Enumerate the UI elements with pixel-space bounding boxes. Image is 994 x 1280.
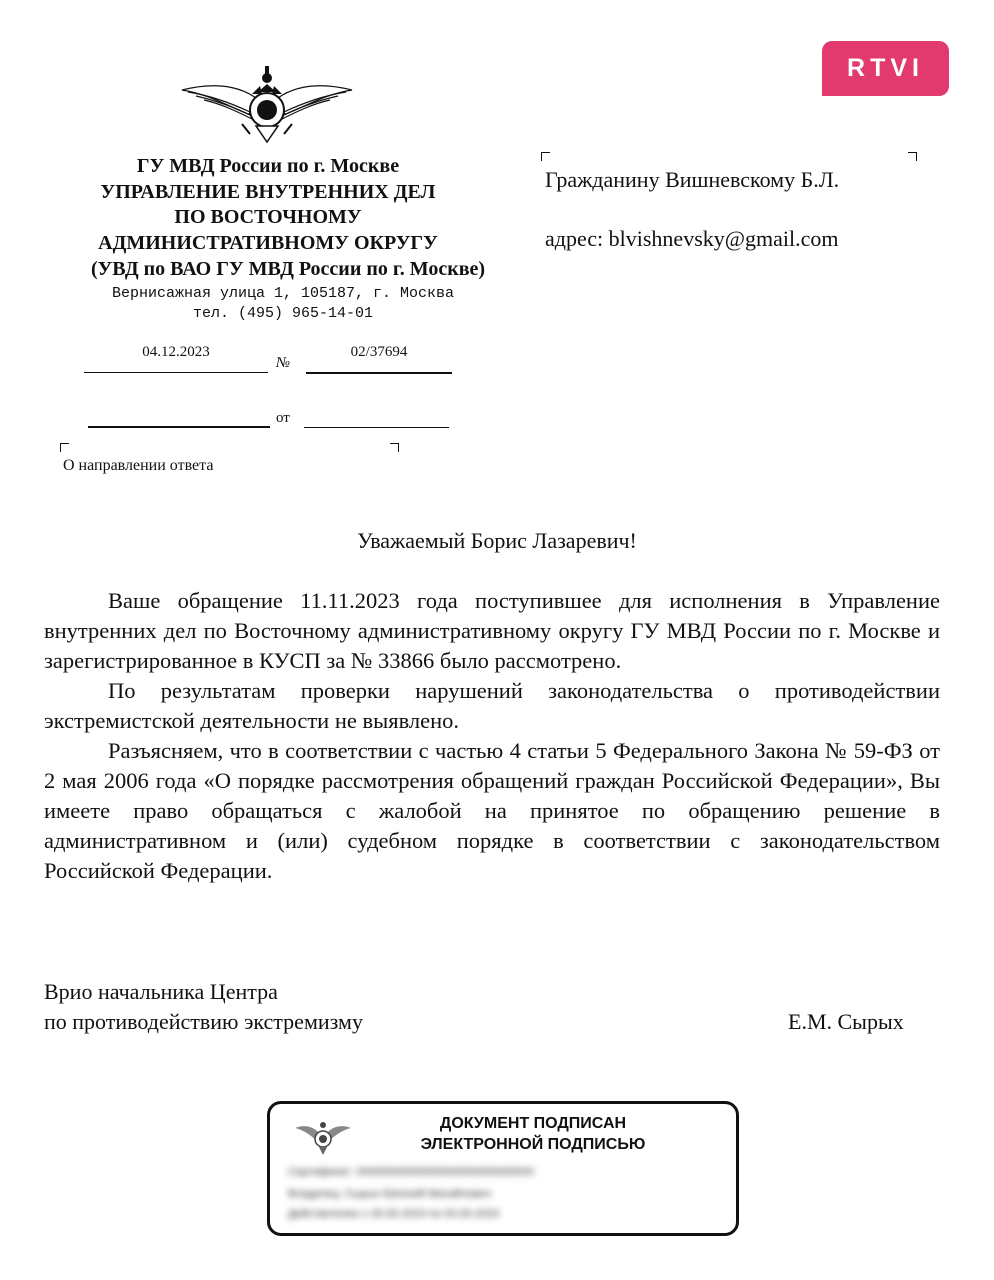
recipient-corner-left (541, 152, 550, 161)
number-underline (306, 372, 452, 374)
rtvi-logo-label: RTVI (847, 54, 924, 82)
org-line-5: (УВД по ВАО ГУ МВД России по г. Москве) (90, 258, 486, 280)
mvd-eagle-emblem-icon (178, 46, 356, 146)
stamp-certificate-line: Сертификат: 00000000000000000000000000000 (288, 1166, 534, 1178)
stamp-validity-line: Действителен с 00.00.2023 по 00.00.2024 (288, 1208, 500, 1220)
recipient-address: адрес: blvishnevsky@gmail.com (545, 226, 839, 251)
subject-line: О направлении ответа (63, 457, 214, 474)
signer-name: Е.М. Сырых (788, 1009, 904, 1034)
rtvi-logo-badge (822, 41, 949, 96)
org-phone: тел. (495) 965-14-01 (192, 305, 374, 322)
org-line-2: УПРАВЛЕНИЕ ВНУТРЕННИХ ДЕЛ (100, 181, 436, 203)
ref-date-underline (88, 426, 270, 428)
stamp-owner-line: Владелец: Сырых Евгений Михайлович (288, 1188, 492, 1200)
stamp-title-line-2: ЭЛЕКТРОННОЙ ПОДПИСЬЮ (420, 1136, 646, 1153)
subject-corner-right (390, 443, 399, 452)
org-address: Вернисажная улица 1, 105187, г. Москва (111, 285, 455, 302)
stamp-title-line-1: ДОКУМЕНТ ПОДПИСАН (439, 1115, 627, 1132)
date-underline (84, 372, 268, 373)
paragraph-1: Ваше обращение 11.11.2023 года поступившее для исполнения в Управление внутренних дел по Восточному административному округу ГУ МВД России по г. Москве и зарегистрированное в КУСП за № 33866 было рассмотрено. (44, 588, 940, 673)
doc-number: 02/37694 (350, 344, 408, 360)
org-line-4: АДМИНИСТРАТИВНОМУ ОКРУГУ (98, 232, 438, 254)
recipient-name: Гражданину Вишневскому Б.Л. (545, 167, 840, 192)
letter-greeting: Уважаемый Борис Лазаревич! (357, 528, 637, 553)
from-label: от (276, 410, 290, 426)
recipient-corner-right (908, 152, 917, 161)
e-signature-stamp (267, 1101, 739, 1236)
signer-position-line-2: по противодействию экстремизму (44, 1009, 363, 1034)
org-line-1: ГУ МВД России по г. Москве (136, 155, 400, 177)
paragraph-3: Разъясняем, что в соответствии с частью 4 статьи 5 Федерального Закона № 59-ФЗ от 2 мая 2006 года «О порядке рассмотрения обращений граждан Российской Федерации», Вы имеете право обращаться с жалобой на принятое по обращению решение в административном и (или) судебном порядке в соответствии с законодательством Российской Федерации. (44, 738, 940, 883)
ref-number-underline (304, 427, 449, 428)
subject-corner-left (60, 443, 69, 452)
paragraph-2: По результатам проверки нарушений законодательства о противодействии экстремистской деятельности не выявлено. (44, 678, 940, 733)
signer-position-line-1: Врио начальника Центра (44, 979, 278, 1004)
doc-date: 04.12.2023 (142, 344, 210, 360)
org-line-3: ПО ВОСТОЧНОМУ (174, 206, 362, 228)
number-sign: № (276, 355, 291, 371)
letter-body (44, 586, 940, 886)
